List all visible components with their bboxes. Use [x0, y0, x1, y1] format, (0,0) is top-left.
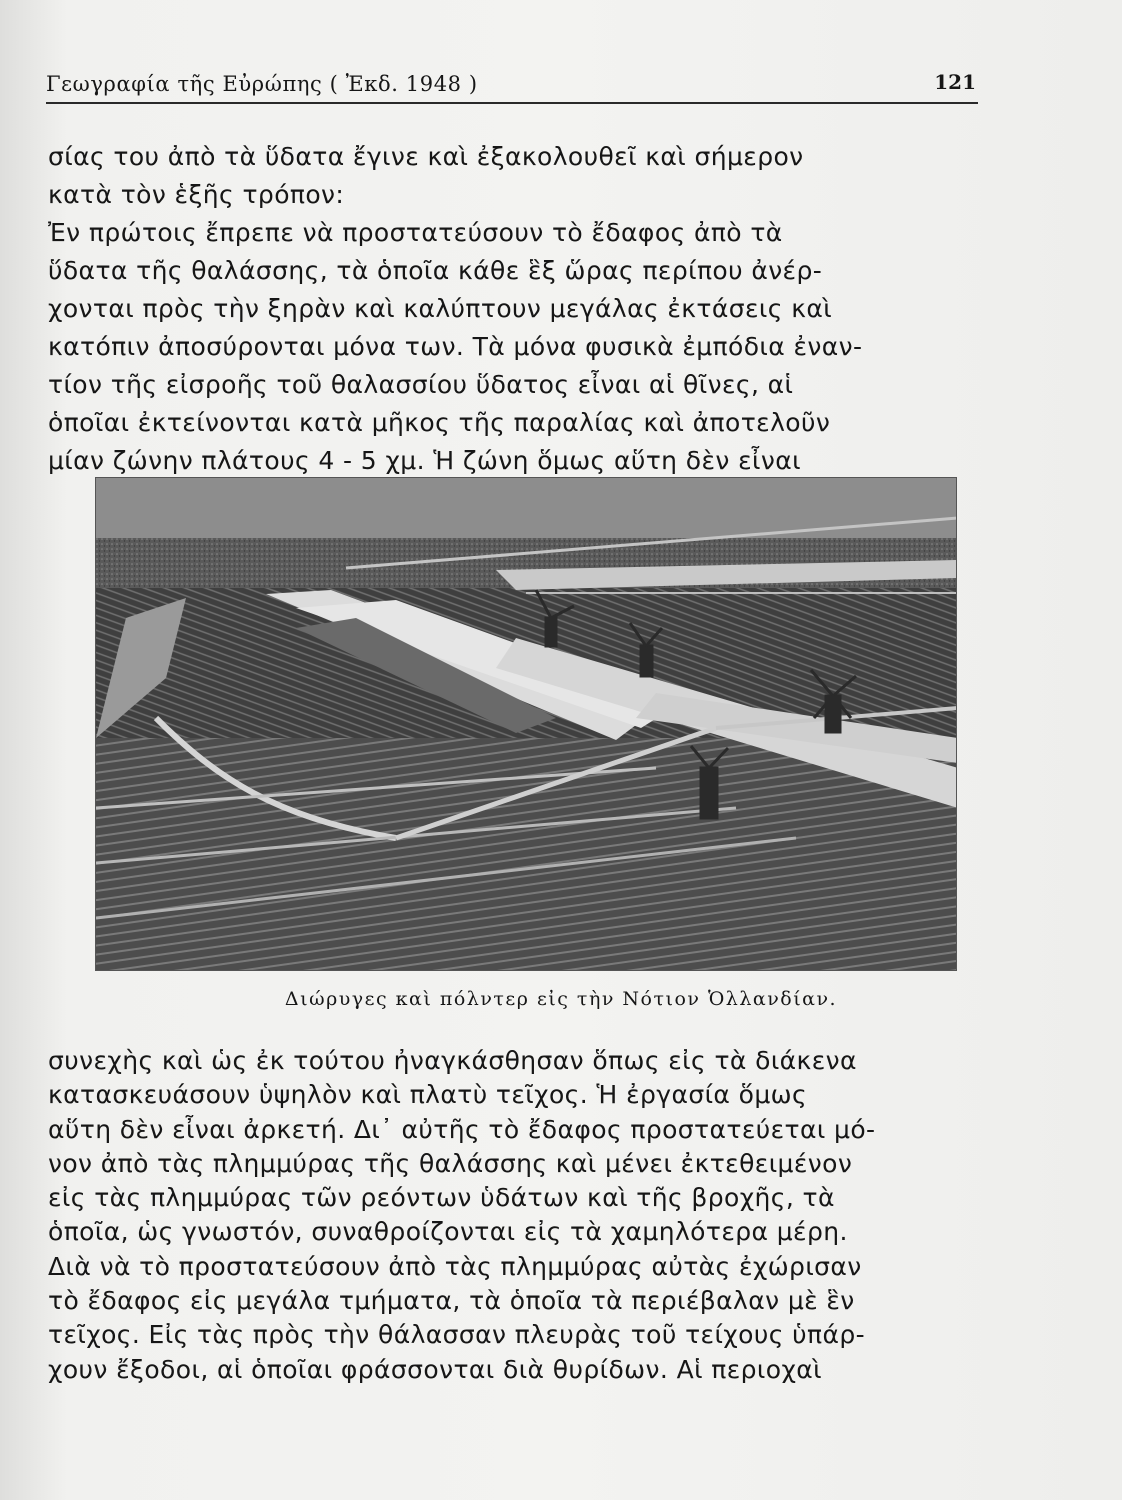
running-header	[46, 62, 978, 104]
text-line: εἰς τὰς πλημμύρας τῶν ρεόντων ὑδάτων καὶ τῆς βροχῆς, τὰ	[48, 1183, 835, 1213]
running-title: Γεωγραφία τῆς Εὐρώπης ( Ἐκδ. 1948 )	[46, 72, 478, 96]
text-line: συνεχὴς καὶ ὡς ἐκ τούτου ἠναγκάσθησαν ὅπως εἰς τὰ διάκενα	[48, 1046, 857, 1075]
text-line: σίας του ἀπὸ τὰ ὕδατα ἔγινε καὶ ἐξακολουθεῖ καὶ σήμερον	[48, 142, 804, 171]
text-line: μίαν ζώνην πλάτους 4 - 5 χμ. Ἡ ζώνη ὅμως αὕτη δὲν εἶναι	[48, 446, 801, 475]
polder-photograph	[95, 477, 957, 971]
bottom-paragraph	[48, 1044, 875, 1387]
text-line: ὁποῖαι ἐκτείνονται κατὰ μῆκος τῆς παραλίας καὶ ἀποτελοῦν	[48, 408, 831, 437]
text-line: αὕτη δὲν εἶναι ἀρκετή. Δι᾽ αὐτῆς τὸ ἔδαφος προστατεύεται μό-	[48, 1114, 876, 1144]
figure-caption: Διώρυγες καὶ πόλντερ εἰς τὴν Νότιον Ὁλλανδίαν.	[284, 988, 838, 1010]
text-line: τίον τῆς εἰσροῆς τοῦ θαλασσίου ὕδατος εἶναι αἱ θῖνες, αἱ	[48, 370, 794, 399]
text-line: χονται πρὸς τὴν ξηρὰν καὶ καλύπτουν μεγάλας ἐκτάσεις καὶ	[48, 294, 833, 323]
text-line: τὸ ἔδαφος εἰς μεγάλα τμήματα, τὰ ὁποῖα τὰ περιέβαλαν μὲ ἓν	[48, 1286, 855, 1316]
text-line: τεῖχος. Εἰς τὰς πρὸς τὴν θάλασσαν πλευρὰς τοῦ τείχους ὑπάρ-	[48, 1320, 866, 1350]
top-paragraph	[48, 138, 862, 480]
text-line: νον ἀπὸ τὰς πλημμύρας τῆς θαλάσσης καὶ μένει ἐκτεθειμένον	[48, 1148, 853, 1178]
text-line: κατὰ τὸν ἑξῆς τρόπον:	[48, 180, 345, 209]
text-line: ὁποῖα, ὡς γνωστόν, συναθροίζονται εἰς τὰ χαμηλότερα μέρη.	[48, 1217, 848, 1247]
text-line: Διὰ νὰ τὸ προστατεύσουν ἀπὸ τὰς πλημμύρας αὐτὰς ἐχώρισαν	[48, 1251, 862, 1281]
text-line: χουν ἔξοδοι, αἱ ὁποῖαι φράσσονται διὰ θυρίδων. Αἱ περιοχαὶ	[48, 1354, 823, 1384]
text-line: κατόπιν ἀποσύρονται μόνα των. Τὰ μόνα φυσικὰ ἐμπόδια ἐναν-	[48, 332, 863, 361]
text-line: ὕδατα τῆς θαλάσσης, τὰ ὁποῖα κάθε ἓξ ὥρας περίπου ἀνέρ-	[48, 256, 823, 285]
text-line: κατασκευάσουν ὑψηλὸν καὶ πλατὺ τεῖχος. Ἡ ἐργασία ὅμως	[48, 1080, 808, 1110]
text-line: Ἐν πρώτοις ἔπρεπε νὰ προστατεύσουν τὸ ἔδαφος ἀπὸ τὰ	[48, 218, 783, 247]
page-number: 121	[934, 70, 976, 94]
